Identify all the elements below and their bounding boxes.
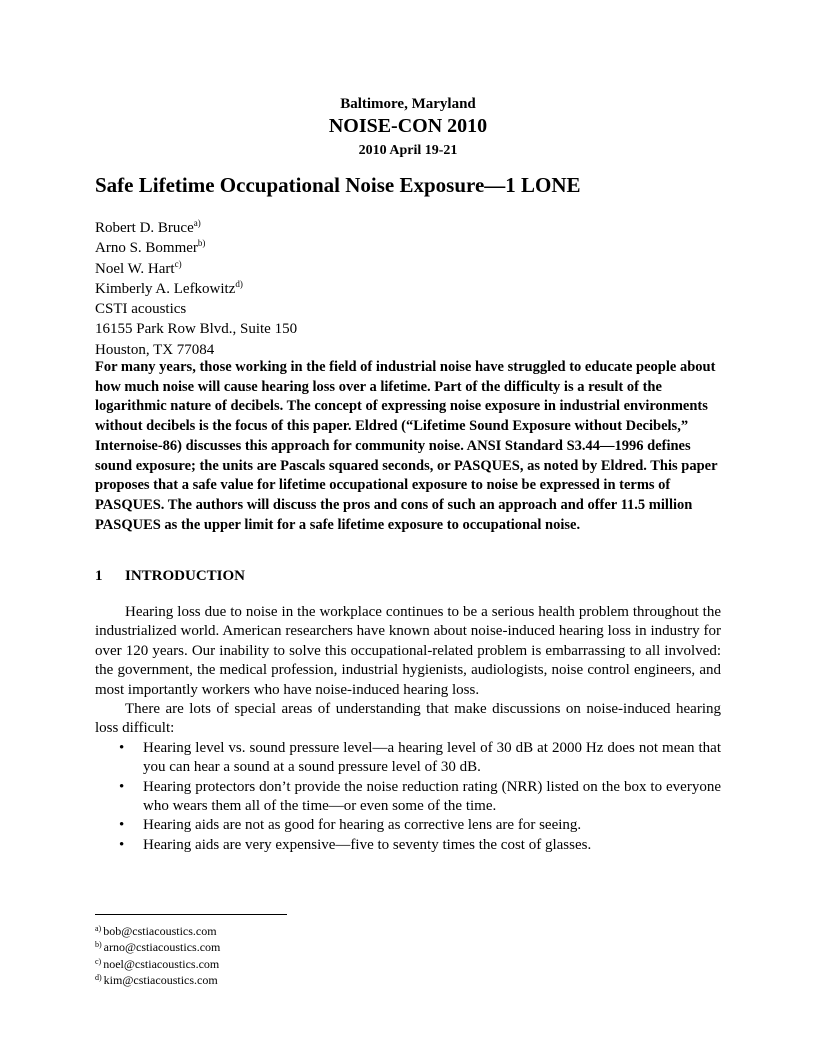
footnote xyxy=(95,972,220,988)
footnote-mark: a) xyxy=(95,924,102,933)
section-title: INTRODUCTION xyxy=(125,568,246,584)
list-item xyxy=(95,778,721,817)
list-item-text: Hearing aids are not as good for hearing as corrective lens are for seeing. xyxy=(143,817,582,834)
author-footnote-mark: b) xyxy=(197,238,206,249)
footnote xyxy=(95,939,220,955)
list-item xyxy=(95,836,721,855)
author-name: Noel W. Hart xyxy=(95,260,175,277)
conference-location: Baltimore, Maryland xyxy=(340,96,476,112)
author-name: Arno S. Bommer xyxy=(95,240,198,257)
author-line xyxy=(95,259,297,279)
footnote-email: arno@cstiacoustics.com xyxy=(103,940,221,955)
section-heading xyxy=(95,568,245,585)
footnote-mark: b) xyxy=(95,940,102,950)
footnote-divider xyxy=(95,914,287,915)
affiliation-org: CSTI acoustics xyxy=(95,301,187,318)
author-line xyxy=(95,279,297,299)
body-paragraph: There are lots of special areas of understanding that make discussions on noise-induced hearing loss difficult: xyxy=(95,701,721,737)
body-paragraph: Hearing loss due to noise in the workplace continues to be a serious health problem throughout the industrialized world. American researchers have known about noise-induced hearing loss in industry for over 120 years. Our inability to solve this occupational-related problem is embarrassing to all involved: the government, the medical profession, industrial hygienists, audiologists, noise control engineers, and most importantly workers who have noise-induced hearing loss. xyxy=(95,604,721,698)
bullet-icon: • xyxy=(119,836,125,853)
list-item xyxy=(95,739,721,778)
list-item-text: Hearing level vs. sound pressure level—a hearing level of 30 dB at 2000 Hz does not mean that you can hear a sound at a sound pressure level of 30 dB. xyxy=(143,739,721,776)
author-block xyxy=(95,218,297,360)
footnote xyxy=(95,923,220,939)
affiliation-street: 16155 Park Row Blvd., Suite 150 xyxy=(95,321,298,338)
footnotes xyxy=(95,923,220,989)
author-footnote-mark: d) xyxy=(235,278,243,289)
author-name: Kimberly A. Lefkowitz xyxy=(95,280,236,297)
bullet-list xyxy=(95,739,721,855)
author-footnote-mark: a) xyxy=(193,218,201,228)
list-item xyxy=(95,816,721,835)
author-name: Robert D. Bruce xyxy=(95,220,194,236)
footnote-email: bob@cstiacoustics.com xyxy=(103,924,217,938)
author-line xyxy=(95,218,297,238)
list-item-text: Hearing aids are very expensive—five to seventy times the cost of glasses. xyxy=(143,836,592,853)
bullet-icon: • xyxy=(119,817,125,834)
conference-name: NOISE-CON 2010 xyxy=(328,115,488,137)
footnote-email: noel@cstiacoustics.com xyxy=(103,956,220,971)
list-item-text: Hearing protectors don’t provide the noise reduction rating (NRR) listed on the box to everyone who wears them all of the time—or even some of the time. xyxy=(143,778,721,815)
author-line xyxy=(95,238,297,258)
conference-dates: 2010 April 19-21 xyxy=(358,143,458,158)
footnote-mark: d) xyxy=(95,973,102,983)
footnote-mark: c) xyxy=(95,956,102,966)
section-body xyxy=(95,603,721,855)
footnote xyxy=(95,956,220,972)
footnote-email: kim@cstiacoustics.com xyxy=(103,973,218,988)
bullet-icon: • xyxy=(119,778,125,795)
section-number: 1 xyxy=(95,568,103,584)
abstract: For many years, those working in the field of industrial noise have struggled to educate people about how much noise will cause hearing loss over a lifetime. Part of the difficulty is a result of the logarithmic nature of decibels. The concept of expressing noise exposure in industrial environments without decibels is the focus of this paper. Eldred (“Lifetime Sound Exposure without Decibels,” Internoise-86) discusses this approach for community noise. ANSI Standard S3.44—1996 defines sound exposure; the units are Pascals squared seconds, or PASQUES, as noted by Eldred. This paper proposes that a safe value for lifetime occupational exposure to noise be expressed in terms of PASQUES. The authors will discuss the pros and cons of such an approach and offer 11.5 million PASQUES as the upper limit for a safe lifetime exposure to occupational noise. xyxy=(95,359,718,533)
affiliation-city: Houston, TX 77084 xyxy=(95,341,215,358)
bullet-icon: • xyxy=(119,739,125,756)
paper-title: Safe Lifetime Occupational Noise Exposure—1 LONE xyxy=(95,173,581,197)
author-footnote-mark: c) xyxy=(174,258,182,269)
